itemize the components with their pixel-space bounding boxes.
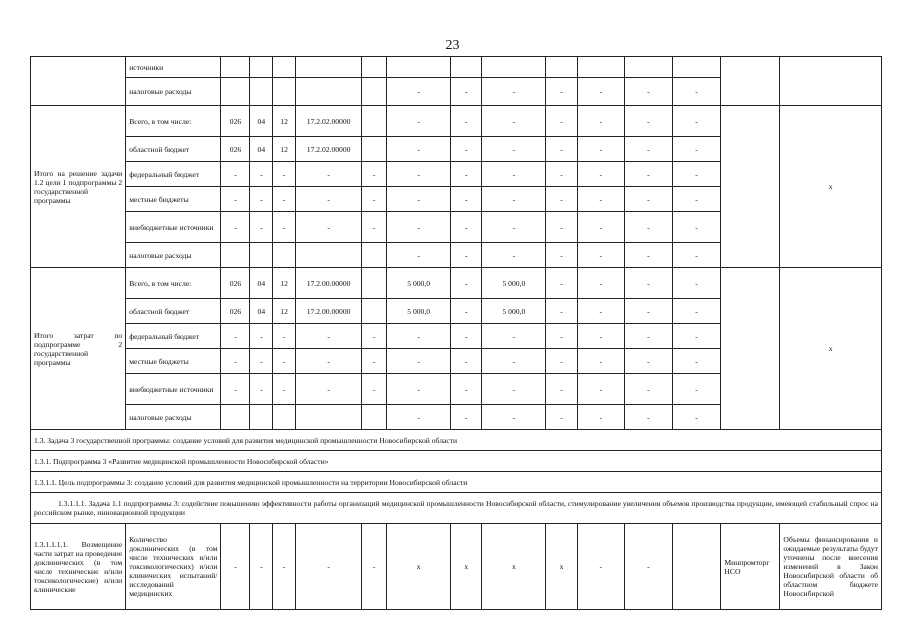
row-label: местные бюджеты (126, 349, 221, 374)
task-cell (31, 57, 126, 106)
value-cell: 026 (221, 268, 250, 299)
value-cell (387, 57, 451, 78)
value-cell: - (362, 349, 387, 374)
note-cell (780, 57, 882, 106)
value-cell: - (387, 212, 451, 243)
value-cell: - (672, 243, 721, 268)
value-cell (273, 243, 296, 268)
value-cell: - (451, 106, 482, 137)
value-cell: - (625, 268, 673, 299)
value-cell: - (672, 187, 721, 212)
section-heading: 1.3.1.1. Цель подпрограммы 3: создание условий для развития медицинской промышленности на территории Новосибирской области (31, 472, 882, 493)
value-cell: - (273, 324, 296, 349)
value-cell: - (250, 187, 273, 212)
value-cell: - (387, 106, 451, 137)
value-cell: - (577, 349, 625, 374)
table-row (31, 106, 882, 137)
value-cell (250, 243, 273, 268)
value-cell: 12 (273, 137, 296, 162)
value-cell: - (482, 349, 546, 374)
value-cell: - (451, 324, 482, 349)
value-cell: - (451, 162, 482, 187)
value-cell: - (295, 374, 361, 405)
value-cell: - (250, 524, 273, 610)
value-cell: 04 (250, 137, 273, 162)
executor-cell (721, 268, 780, 430)
value-cell: - (546, 299, 577, 324)
section-row (31, 451, 882, 472)
value-cell: - (387, 187, 451, 212)
value-cell: - (451, 374, 482, 405)
value-cell (273, 405, 296, 430)
value-cell (362, 299, 387, 324)
measure-title: 1.3.1.1.1.1. Возмещение части затрат на проведение доклинических (в том числе технические и/или токсикологические) и/или клинические (31, 524, 126, 610)
value-cell: - (273, 524, 296, 610)
value-cell: 17.2.00.00000 (295, 268, 361, 299)
value-cell: - (273, 374, 296, 405)
value-cell: - (482, 405, 546, 430)
value-cell: х (387, 524, 451, 610)
block-note: х (780, 106, 882, 268)
value-cell: - (362, 524, 387, 610)
row-label: налоговые расходы (126, 405, 221, 430)
value-cell: - (577, 78, 625, 106)
value-cell: - (451, 78, 482, 106)
value-cell: х (482, 524, 546, 610)
value-cell: - (221, 374, 250, 405)
value-cell: - (625, 299, 673, 324)
value-cell: - (362, 212, 387, 243)
value-cell: - (672, 212, 721, 243)
value-cell: - (387, 78, 451, 106)
value-cell: - (482, 137, 546, 162)
value-cell: - (546, 324, 577, 349)
value-cell: - (577, 243, 625, 268)
value-cell: - (672, 137, 721, 162)
value-cell (221, 405, 250, 430)
value-cell: - (546, 268, 577, 299)
value-cell: - (295, 162, 361, 187)
value-cell: - (546, 78, 577, 106)
value-cell: - (625, 243, 673, 268)
value-cell: х (546, 524, 577, 610)
value-cell: - (577, 212, 625, 243)
value-cell: - (273, 187, 296, 212)
value-cell: - (451, 268, 482, 299)
value-cell (362, 268, 387, 299)
value-cell (221, 243, 250, 268)
value-cell: - (295, 212, 361, 243)
value-cell: - (451, 212, 482, 243)
row-label: источники (126, 57, 221, 78)
value-cell (362, 137, 387, 162)
value-cell: - (672, 299, 721, 324)
value-cell (625, 57, 673, 78)
value-cell: 17.2.02.00000 (295, 106, 361, 137)
value-cell: - (295, 187, 361, 212)
value-cell: - (451, 187, 482, 212)
value-cell: - (451, 137, 482, 162)
value-cell: - (546, 374, 577, 405)
value-cell: 17.2.02.00000 (295, 137, 361, 162)
value-cell: - (577, 187, 625, 212)
value-cell: - (672, 374, 721, 405)
table-row (31, 57, 882, 78)
block-title: Итого затрат по подпрограмме 2 государственной программы (31, 268, 126, 430)
value-cell (295, 243, 361, 268)
value-cell: - (546, 187, 577, 212)
section-row (31, 430, 882, 451)
value-cell (482, 57, 546, 78)
value-cell: - (250, 349, 273, 374)
value-cell: - (451, 243, 482, 268)
executor-cell: Минпромторг НСО (721, 524, 780, 610)
measure-label: Количество доклинических (в том числе технических и/или токсикологических) и/или клинических испытаний/исследований медицинских (126, 524, 221, 610)
value-cell: - (250, 162, 273, 187)
value-cell: - (295, 349, 361, 374)
value-cell: - (221, 349, 250, 374)
block-title: Итого на решение задачи 1.2 цели 1 подпрограммы 2 государственной программы (31, 106, 126, 268)
value-cell: - (546, 349, 577, 374)
value-cell: - (672, 405, 721, 430)
value-cell: - (362, 187, 387, 212)
value-cell: 026 (221, 106, 250, 137)
value-cell (295, 405, 361, 430)
value-cell: 026 (221, 299, 250, 324)
value-cell: - (482, 187, 546, 212)
value-cell: 5 000,0 (387, 299, 451, 324)
value-cell (451, 57, 482, 78)
value-cell: - (221, 324, 250, 349)
value-cell: - (451, 349, 482, 374)
value-cell: - (482, 374, 546, 405)
value-cell: - (482, 106, 546, 137)
value-cell: - (577, 299, 625, 324)
section-heading: 1.3.1. Подпрограмма 3 «Развитие медицинской промышленности Новосибирской области» (31, 451, 882, 472)
budget-table (30, 56, 882, 610)
table-row (31, 524, 882, 610)
value-cell: 5 000,0 (482, 299, 546, 324)
value-cell: - (387, 137, 451, 162)
value-cell: - (625, 524, 673, 610)
row-label: областной бюджет (126, 299, 221, 324)
value-cell: - (482, 324, 546, 349)
value-cell: - (625, 349, 673, 374)
value-cell: - (546, 243, 577, 268)
value-cell: - (625, 187, 673, 212)
value-cell: 5 000,0 (387, 268, 451, 299)
value-cell: - (625, 137, 673, 162)
value-cell: - (672, 268, 721, 299)
value-cell (250, 405, 273, 430)
section-heading: 1.3.1.1.1. Задача 1.1 подпрограммы 3: содействие повышению эффективности работы организаций медицинской промышленности Новосибирской области, стимулирование увеличения объемов производства продукции, имеющей стабильный спрос на российском рынке, инновационной продукции (31, 493, 882, 524)
value-cell: - (482, 78, 546, 106)
value-cell: - (577, 524, 625, 610)
value-cell: 12 (273, 268, 296, 299)
executor-cell (721, 106, 780, 268)
row-label: налоговые расходы (126, 243, 221, 268)
block-note: х (780, 268, 882, 430)
value-cell (577, 57, 625, 78)
value-cell: - (387, 374, 451, 405)
row-label: Всего, в том числе: (126, 268, 221, 299)
value-cell: 17.2.00.00000 (295, 299, 361, 324)
value-cell: - (546, 137, 577, 162)
value-cell: - (482, 162, 546, 187)
value-cell: - (482, 243, 546, 268)
row-label: Всего, в том числе: (126, 106, 221, 137)
value-cell (273, 57, 296, 78)
value-cell: - (250, 374, 273, 405)
value-cell: - (221, 212, 250, 243)
value-cell: - (273, 212, 296, 243)
value-cell: - (221, 187, 250, 212)
value-cell: - (451, 405, 482, 430)
value-cell: - (362, 162, 387, 187)
row-label: областной бюджет (126, 137, 221, 162)
value-cell: - (625, 78, 673, 106)
value-cell: 026 (221, 137, 250, 162)
row-label: внебюджетные источники (126, 212, 221, 243)
value-cell: - (577, 137, 625, 162)
value-cell (362, 106, 387, 137)
value-cell: - (387, 405, 451, 430)
value-cell: 12 (273, 106, 296, 137)
value-cell: - (625, 212, 673, 243)
value-cell: - (250, 324, 273, 349)
value-cell: - (672, 162, 721, 187)
value-cell: - (577, 374, 625, 405)
value-cell: - (577, 405, 625, 430)
value-cell (546, 57, 577, 78)
value-cell: - (672, 349, 721, 374)
measure-note: Объемы финансирования и ожидаемые результаты будут уточнены после внесения изменений в Закон Новосибирской области об областном бюджете Новосибирской (780, 524, 882, 610)
value-cell: - (577, 162, 625, 187)
value-cell: - (387, 324, 451, 349)
value-cell: - (577, 268, 625, 299)
value-cell (295, 78, 361, 106)
value-cell (672, 57, 721, 78)
value-cell: - (546, 106, 577, 137)
executor-cell (721, 57, 780, 106)
value-cell (221, 57, 250, 78)
value-cell: - (625, 405, 673, 430)
value-cell (362, 243, 387, 268)
value-cell (362, 405, 387, 430)
value-cell: - (387, 349, 451, 374)
value-cell: - (221, 162, 250, 187)
value-cell (672, 524, 721, 610)
table-row (31, 268, 882, 299)
value-cell: - (250, 212, 273, 243)
value-cell: - (482, 212, 546, 243)
row-label: местные бюджеты (126, 187, 221, 212)
value-cell: - (625, 324, 673, 349)
value-cell: - (546, 162, 577, 187)
row-label: федеральный бюджет (126, 324, 221, 349)
value-cell: - (295, 524, 361, 610)
value-cell: - (577, 106, 625, 137)
section-heading: 1.3. Задача 3 государственной программы: создание условий для развития медицинской промышленности Новосибирской области (31, 430, 882, 451)
value-cell: - (387, 243, 451, 268)
value-cell: 04 (250, 106, 273, 137)
value-cell: - (672, 106, 721, 137)
value-cell (250, 78, 273, 106)
value-cell (250, 57, 273, 78)
value-cell: 5 000,0 (482, 268, 546, 299)
value-cell: х (451, 524, 482, 610)
value-cell: - (672, 324, 721, 349)
value-cell: - (295, 324, 361, 349)
row-label: налоговые расходы (126, 78, 221, 106)
value-cell: - (546, 405, 577, 430)
value-cell (362, 78, 387, 106)
value-cell: - (672, 78, 721, 106)
value-cell (295, 57, 361, 78)
value-cell: - (273, 349, 296, 374)
section-row (31, 472, 882, 493)
value-cell: - (577, 324, 625, 349)
value-cell: - (625, 374, 673, 405)
value-cell: - (625, 162, 673, 187)
section-row (31, 493, 882, 524)
value-cell (273, 78, 296, 106)
value-cell: - (451, 299, 482, 324)
value-cell (362, 57, 387, 78)
value-cell: - (362, 324, 387, 349)
page-number: 23 (445, 38, 460, 53)
row-label: внебюджетные источники (126, 374, 221, 405)
value-cell: - (625, 106, 673, 137)
value-cell: - (273, 162, 296, 187)
row-label: федеральный бюджет (126, 162, 221, 187)
value-cell: - (546, 212, 577, 243)
value-cell: - (387, 162, 451, 187)
value-cell: 04 (250, 299, 273, 324)
value-cell (221, 78, 250, 106)
value-cell: 12 (273, 299, 296, 324)
value-cell: 04 (250, 268, 273, 299)
value-cell: - (362, 374, 387, 405)
value-cell: - (221, 524, 250, 610)
